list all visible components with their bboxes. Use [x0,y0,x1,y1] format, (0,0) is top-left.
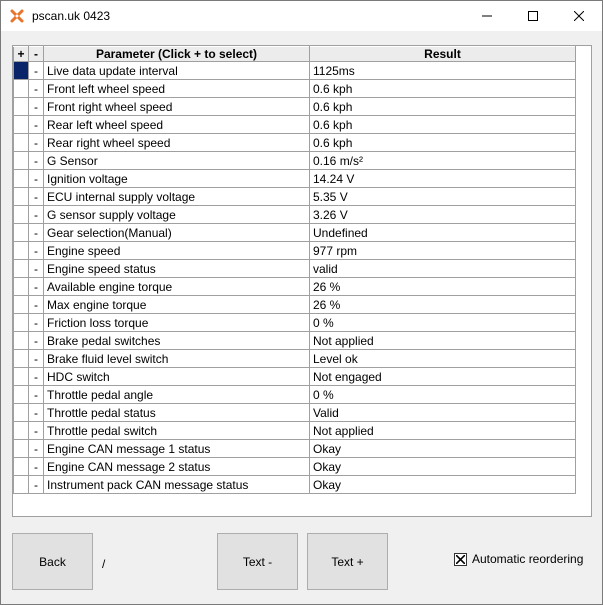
window-title: pscan.uk 0423 [32,9,111,23]
row-select-cell[interactable] [14,188,29,206]
parameter-grid[interactable] [12,45,592,517]
row-select-cell[interactable] [14,116,29,134]
row-remove-cell[interactable]: - [29,278,44,296]
parameter-cell[interactable]: Instrument pack CAN message status [44,476,310,494]
row-remove-cell[interactable]: - [29,332,44,350]
result-cell: Not engaged [310,368,576,386]
parameter-cell[interactable]: Engine CAN message 2 status [44,458,310,476]
row-remove-cell[interactable]: - [29,224,44,242]
table-row[interactable] [14,80,576,98]
header-result[interactable]: Result [310,47,576,62]
parameter-cell[interactable]: Engine CAN message 1 status [44,440,310,458]
row-select-cell[interactable] [14,242,29,260]
table-row[interactable] [14,368,576,386]
parameter-cell[interactable]: Ignition voltage [44,170,310,188]
maximize-icon [528,11,538,21]
header-minus[interactable]: - [29,47,44,62]
row-select-cell[interactable] [14,314,29,332]
table-row[interactable] [14,260,576,278]
row-select-cell[interactable] [14,134,29,152]
parameter-cell[interactable]: ECU internal supply voltage [44,188,310,206]
back-button[interactable]: Back [12,533,93,590]
close-icon [574,11,584,21]
row-select-cell[interactable] [14,152,29,170]
row-select-cell[interactable] [14,476,29,494]
row-remove-cell[interactable]: - [29,134,44,152]
row-remove-cell[interactable]: - [29,98,44,116]
row-remove-cell[interactable]: - [29,386,44,404]
parameter-cell[interactable]: Throttle pedal status [44,404,310,422]
status-text: / [102,557,106,571]
row-select-cell[interactable] [14,458,29,476]
result-cell: 0.6 kph [310,134,576,152]
parameter-cell[interactable]: Throttle pedal switch [44,422,310,440]
row-remove-cell[interactable]: - [29,116,44,134]
app-logo-icon [9,8,25,24]
row-select-cell[interactable] [14,332,29,350]
automatic-reordering-option[interactable] [454,552,583,566]
table-row[interactable] [14,188,576,206]
row-remove-cell[interactable]: - [29,260,44,278]
result-cell: Level ok [310,350,576,368]
table-row[interactable] [14,224,576,242]
table-row[interactable] [14,134,576,152]
table-row[interactable] [14,332,576,350]
result-cell: 14.24 V [310,170,576,188]
row-select-cell[interactable] [14,278,29,296]
checkmark-icon [456,555,465,564]
table-row[interactable] [14,440,576,458]
result-cell: valid [310,260,576,278]
result-cell: 26 % [310,296,576,314]
parameter-cell[interactable]: HDC switch [44,368,310,386]
row-remove-cell[interactable]: - [29,296,44,314]
table-header-row [14,47,576,62]
text-decrease-button[interactable]: Text - [217,533,298,590]
maximize-button[interactable] [510,1,556,31]
table-row[interactable] [14,458,576,476]
parameter-cell[interactable]: Engine speed [44,242,310,260]
table-row[interactable] [14,206,576,224]
row-select-cell[interactable] [14,224,29,242]
table-row[interactable] [14,422,576,440]
parameter-table [13,46,576,494]
parameter-cell[interactable]: G sensor supply voltage [44,206,310,224]
automatic-reordering-checkbox[interactable] [454,553,467,566]
header-plus[interactable]: + [14,47,29,62]
table-row[interactable] [14,278,576,296]
result-cell: 0 % [310,386,576,404]
row-select-cell[interactable] [14,170,29,188]
parameter-cell[interactable]: Rear left wheel speed [44,116,310,134]
parameter-cell[interactable]: Engine speed status [44,260,310,278]
row-remove-cell[interactable]: - [29,458,44,476]
table-row[interactable] [14,116,576,134]
parameter-cell[interactable]: Rear right wheel speed [44,134,310,152]
table-row[interactable] [14,296,576,314]
result-cell: 0.16 m/s² [310,152,576,170]
row-select-cell[interactable] [14,440,29,458]
result-cell: 1125ms [310,62,576,80]
table-row[interactable] [14,404,576,422]
row-select-cell[interactable] [14,62,29,80]
table-row[interactable] [14,314,576,332]
minimize-icon [482,11,492,21]
close-button[interactable] [556,1,602,31]
table-row[interactable] [14,350,576,368]
result-cell: 3.26 V [310,206,576,224]
parameter-cell[interactable]: Throttle pedal angle [44,386,310,404]
row-remove-cell[interactable]: - [29,80,44,98]
row-remove-cell[interactable]: - [29,314,44,332]
row-remove-cell[interactable]: - [29,368,44,386]
parameter-cell[interactable]: Brake fluid level switch [44,350,310,368]
result-cell: Undefined [310,224,576,242]
text-increase-button[interactable]: Text + [307,533,388,590]
parameter-cell[interactable]: G Sensor [44,152,310,170]
row-select-cell[interactable] [14,296,29,314]
parameter-cell[interactable]: Brake pedal switches [44,332,310,350]
row-remove-cell[interactable]: - [29,188,44,206]
row-remove-cell[interactable]: - [29,350,44,368]
row-select-cell[interactable] [14,260,29,278]
result-cell: Not applied [310,422,576,440]
title-bar[interactable] [1,1,602,31]
result-cell: 26 % [310,278,576,296]
table-row[interactable] [14,62,576,80]
result-cell: 5.35 V [310,188,576,206]
row-select-cell[interactable] [14,386,29,404]
row-remove-cell[interactable]: - [29,422,44,440]
row-select-cell[interactable] [14,422,29,440]
table-row[interactable] [14,242,576,260]
parameter-cell[interactable]: Front right wheel speed [44,98,310,116]
row-select-cell[interactable] [14,368,29,386]
row-select-cell[interactable] [14,350,29,368]
row-remove-cell[interactable]: - [29,152,44,170]
minimize-button[interactable] [464,1,510,31]
row-select-cell[interactable] [14,80,29,98]
parameter-cell[interactable]: Live data update interval [44,62,310,80]
row-remove-cell[interactable]: - [29,476,44,494]
automatic-reordering-label: Automatic reordering [472,552,584,566]
result-cell: 0.6 kph [310,80,576,98]
result-cell: Okay [310,476,576,494]
result-cell: 0 % [310,314,576,332]
parameter-cell[interactable]: Available engine torque [44,278,310,296]
row-remove-cell[interactable]: - [29,62,44,80]
table-row[interactable] [14,476,576,494]
result-cell: Valid [310,404,576,422]
parameter-cell[interactable]: Max engine torque [44,296,310,314]
result-cell: 0.6 kph [310,116,576,134]
table-row[interactable] [14,98,576,116]
table-row[interactable] [14,386,576,404]
result-cell: 977 rpm [310,242,576,260]
table-row[interactable] [14,152,576,170]
parameter-cell[interactable]: Gear selection(Manual) [44,224,310,242]
parameter-cell[interactable]: Front left wheel speed [44,80,310,98]
header-parameter[interactable]: Parameter (Click + to select) [44,47,310,62]
result-cell: Okay [310,440,576,458]
parameter-cell[interactable]: Friction loss torque [44,314,310,332]
result-cell: 0.6 kph [310,98,576,116]
row-select-cell[interactable] [14,404,29,422]
result-cell: Not applied [310,332,576,350]
row-remove-cell[interactable]: - [29,170,44,188]
row-remove-cell[interactable]: - [29,242,44,260]
table-row[interactable] [14,170,576,188]
row-select-cell[interactable] [14,98,29,116]
result-cell: Okay [310,458,576,476]
row-select-cell[interactable] [14,206,29,224]
row-remove-cell[interactable]: - [29,440,44,458]
row-remove-cell[interactable]: - [29,206,44,224]
row-remove-cell[interactable]: - [29,404,44,422]
